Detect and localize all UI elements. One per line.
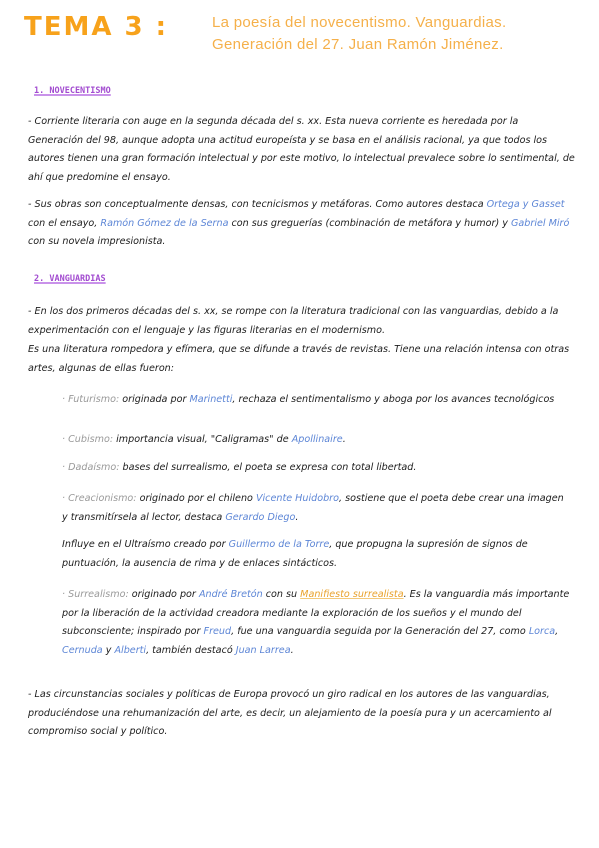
subtitle-line-1: La poesía del novecentismo. Vanguardias. — [212, 14, 507, 31]
list-item-creacionismo — [62, 490, 572, 527]
paragraph-vanguardias-2: Es una literatura rompedora y efímera, que se difunde a través de revistas. Tiene una relación intensa con otras artes, algunas de ellas fueron: — [28, 344, 570, 374]
author-name: Guillermo de la Torre — [228, 539, 330, 550]
text-span: con sus greguerías (combinación de metáfora y humor) y — [228, 217, 511, 229]
text-span: . — [342, 434, 346, 445]
term-label: · Futurismo: — [62, 394, 120, 405]
term-label: · Surrealismo: — [62, 589, 129, 600]
author-name: Cernuda — [62, 644, 103, 656]
text-span: bases del surrealismo, el poeta se expresa con total libertad. — [119, 462, 417, 473]
author-name: Freud — [203, 626, 232, 638]
text-span: con su — [262, 589, 301, 600]
paragraph-vanguardias-1: - En los dos primeros décadas del s. xx, se rompe con la literatura tradicional con las vanguardias, debido a la experimentación con el lenguaje y las figuras literarias en el modernismo. — [28, 306, 559, 336]
text-span: Influye en el Ultraísmo creado por — [62, 539, 229, 550]
text-span: y — [102, 644, 115, 656]
author-name: Alberti — [114, 644, 147, 656]
term-label: · Cubismo: — [62, 434, 114, 445]
text-span: originada por — [119, 394, 190, 405]
paragraph-ultraismo — [62, 536, 572, 573]
author-name: Vicente Huidobro — [255, 493, 339, 504]
manifesto-title: Manifiesto surrealista — [300, 589, 404, 600]
author-name: Juan Larrea — [235, 644, 291, 656]
text-span: , — [555, 626, 559, 638]
text-span: , rechaza el sentimentalismo y aboga por los avances tecnológicos — [232, 394, 555, 405]
text-span: , fue una vanguardia seguida por la Generación del 27, como — [231, 626, 529, 638]
term-label: · Dadaísmo: — [62, 462, 120, 473]
text-span: - Sus obras son conceptualmente densas, con tecnicismos y metáforas. Como autores destaca — [28, 199, 487, 210]
list-item-surrealismo — [62, 586, 582, 660]
text-span: , sostiene que el poeta debe crear una imagen y transmitírsela al lector, destaca — [62, 493, 564, 523]
text-span: , que propugna la supresión de signos de puntuación, la ausencia de rima y de enlaces sintácticos. — [62, 539, 528, 569]
list-item-cubismo — [62, 431, 572, 450]
text-span: . — [290, 644, 294, 656]
author-name: Apollinaire — [291, 434, 343, 445]
author-name: Ortega y Gasset — [486, 199, 565, 210]
list-item-futurismo — [62, 391, 572, 410]
author-name: Marinetti — [189, 394, 233, 405]
section-title-novecentismo: 1. NOVECENTISMO — [34, 86, 111, 96]
paragraph-vanguardias-3: - Las circunstancias sociales y políticas de Europa provocó un giro radical en los autores de las vanguardias, produciéndose una rehumanización del arte, es decir, un alejamiento de la poesía pura y un acercamiento al compromiso social y político. — [28, 689, 552, 738]
section-title-vanguardias: 2. VANGUARDIAS — [34, 274, 106, 284]
text-span: con su novela impresionista. — [28, 236, 166, 248]
term-label: · Creacionismo: — [62, 493, 137, 504]
author-name: Gerardo Diego — [225, 511, 296, 523]
text-span: . — [295, 511, 299, 523]
paragraph-novecentismo-2 — [28, 196, 576, 252]
text-span: con el ensayo, — [28, 217, 101, 229]
author-name: André Bretón — [198, 589, 263, 600]
text-span: , también destacó — [146, 644, 236, 656]
author-name: Ramón Gómez de la Serna — [100, 217, 229, 229]
list-item-dadaismo — [62, 459, 572, 478]
tema-heading: TEMA 3 : — [24, 12, 169, 42]
author-name: Gabriel Miró — [510, 217, 570, 229]
tema-subtitle — [212, 12, 592, 56]
text-span: . Es la vanguardia más importante por la liberación de la actividad creadora mediante la exploración de los sueños y el mundo del subconsciente; inspirado por — [62, 589, 570, 638]
text-span: importancia visual, "Caligramas" de — [113, 434, 292, 445]
text-span: originado por — [128, 589, 199, 600]
text-span: originado por el chileno — [136, 493, 256, 504]
author-name: Lorca — [528, 626, 556, 638]
paragraph-novecentismo-1: - Corriente literaria con auge en la segunda década del s. xx. Esta nueva corriente es heredada por la Generación del 98, aunque adopta una actitud europeísta y se basa en el análisis racional, ya que todos los autores tienen una gran formación intelectual y por este motivo, lo intelectual prevalece sobre lo sentimental, de ahí que predomine el ensayo. — [28, 116, 575, 183]
subtitle-line-2: Generación del 27. Juan Ramón Jiménez. — [212, 36, 504, 53]
